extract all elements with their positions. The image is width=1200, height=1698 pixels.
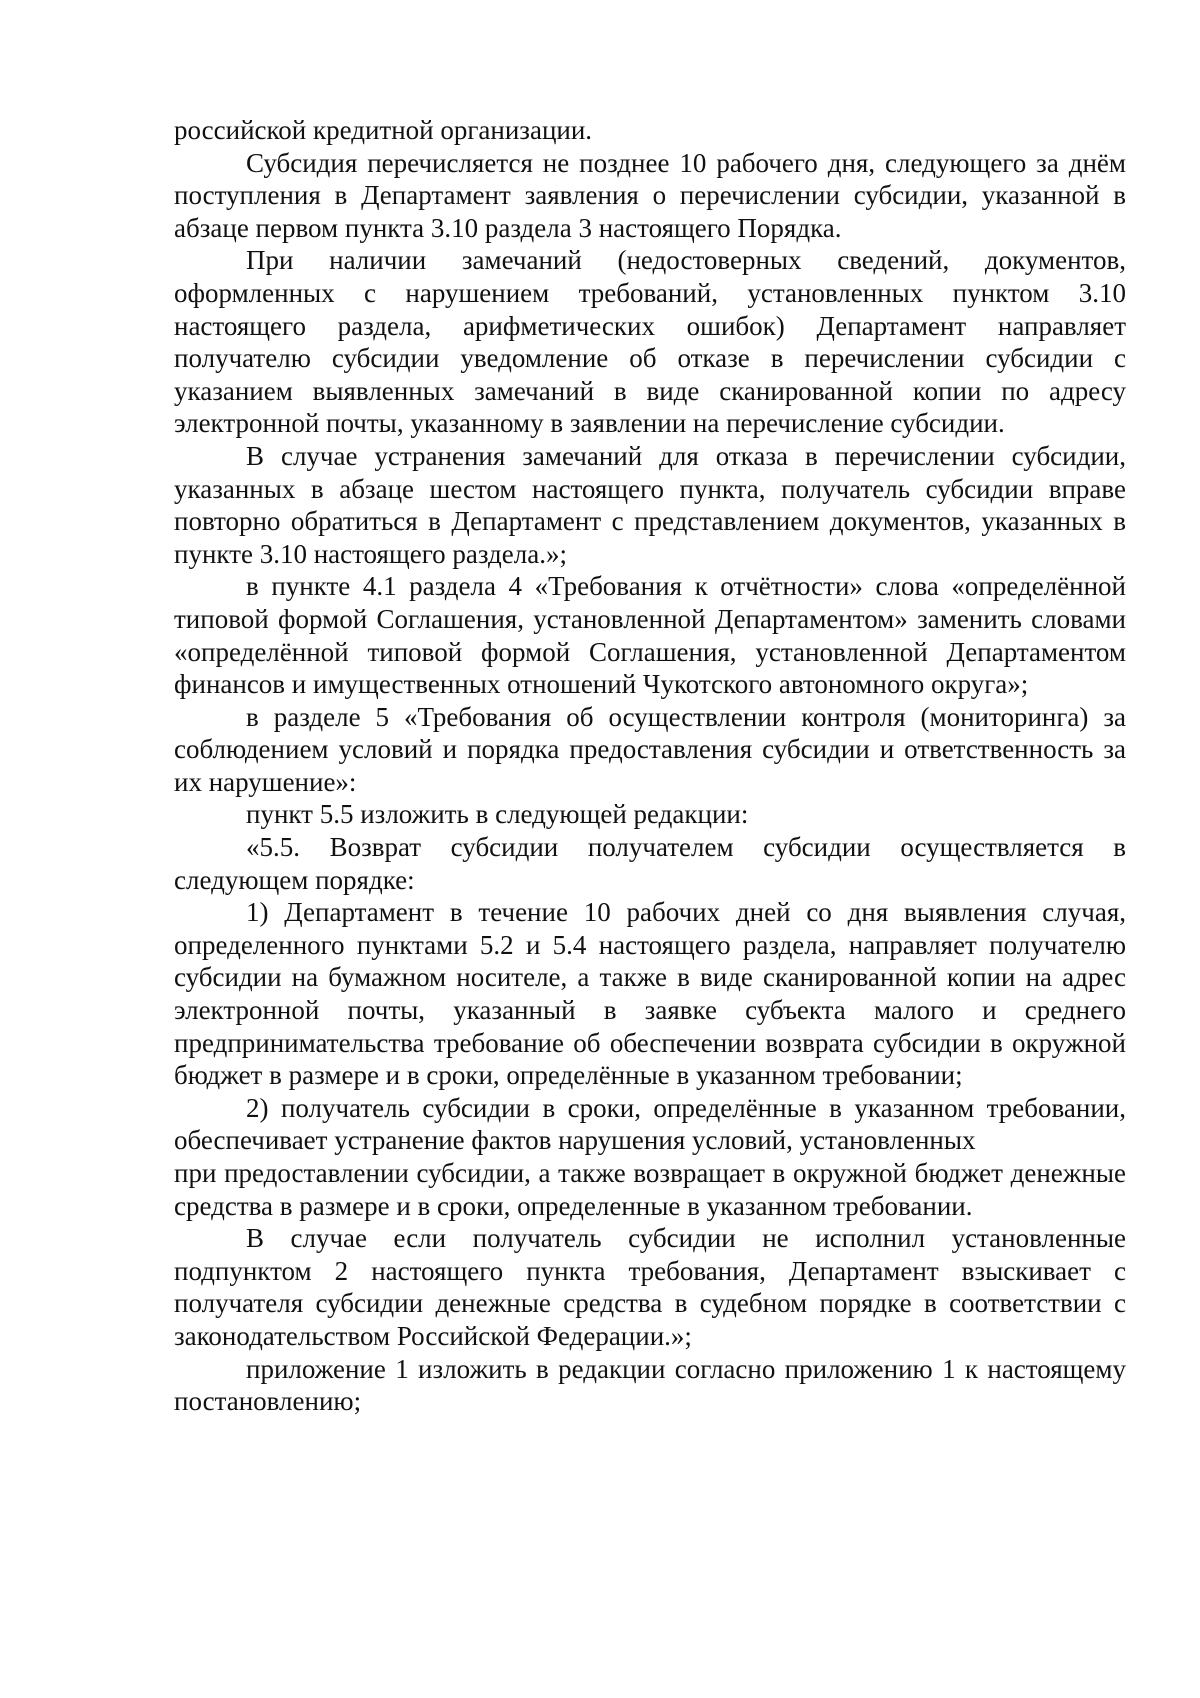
paragraph-subitem-1: 1) Департамент в течение 10 рабочих дней со дня выявления случая, определенного пунктами 5.2 и 5.4 настоящего раздела, направляет получателю субсидии на бумажном носителе, а также в виде сканированной копии на адрес электронной почты, указанный в заявке субъекта малого и среднего предпринимательства требование об обеспечении возврата субсидии в окружной бюджет в размере и в сроки, определённые в указанном требовании; [174, 897, 1126, 1091]
paragraph-item-4-1: в пункте 4.1 раздела 4 «Требования к отчётности» слова «определённой типовой формой Соглашения, установленной Департаментом» заменить словами «определённой типовой формой Соглашения, установленной Департаментом финансов и имущественных отношений Чукотского автономного округа»; [174, 571, 1126, 700]
paragraph-remarks-notice: При наличии замечаний (недостоверных сведений, документов, оформленных с нарушением требований, установленных пунктом 3.10 настоящего раздела, арифметических ошибок) Департамент направляет получателю субсидии уведомление об отказе в перечислении субсидии с указанием выявленных замечаний в виде сканированной копии по адресу электронной почты, указанному в заявлении на перечисление субсидии. [174, 245, 1126, 439]
paragraph-item-5-5-intro: пункт 5.5 изложить в следующей редакции: [246, 799, 749, 830]
paragraph-item-5-5: «5.5. Возврат субсидии получателем субсидии осуществляется в следующем порядке: [174, 832, 1126, 895]
paragraph-section-5: в разделе 5 «Требования об осуществлении контроля (мониторинга) за соблюдением условий и порядка предоставления субсидии и ответственность за их нарушение»: [174, 701, 1126, 797]
paragraph-repeat-application: В случае устранения замечаний для отказа в перечислении субсидии, указанных в абзаце шестом настоящего пункта, получатель субсидии вправе повторно обратиться в Департамент с представлением документов, указанных в пункте 3.10 настоящего раздела.»; [174, 440, 1126, 569]
paragraph-subitem-2-part-1: 2) получатель субсидии в сроки, определённые в указанном требовании, обеспечивает устранение фактов нарушения условий, установленных [174, 1092, 1126, 1156]
paragraph-subsidy-transfer: Субсидия перечисляется не позднее 10 рабочего дня, следующего за днём поступления в Департамент заявления о перечислении субсидии, указанной в абзаце первом пункта 3.10 раздела 3 настоящего Порядка. [174, 147, 1126, 243]
paragraph-subitem-2-part-2: при предоставлении субсидии, а также возвращает в окружной бюджет денежные средства в размере и в сроки, определенные в указанном требовании. [174, 1158, 1126, 1221]
paragraph-appendix-1: приложение 1 изложить в редакции согласно приложению 1 к настоящему постановлению; [174, 1353, 1126, 1417]
paragraph-recovery: В случае если получатель субсидии не исполнил установленные подпунктом 2 настоящего пункта требования, Департамент взыскивает с получателя субсидии денежные средства в судебном порядке в соответствии с законодательством Российской Федерации.»; [174, 1223, 1126, 1351]
paragraph-continuation: российской кредитной организации. [174, 115, 593, 145]
document-body [174, 114, 1126, 1418]
